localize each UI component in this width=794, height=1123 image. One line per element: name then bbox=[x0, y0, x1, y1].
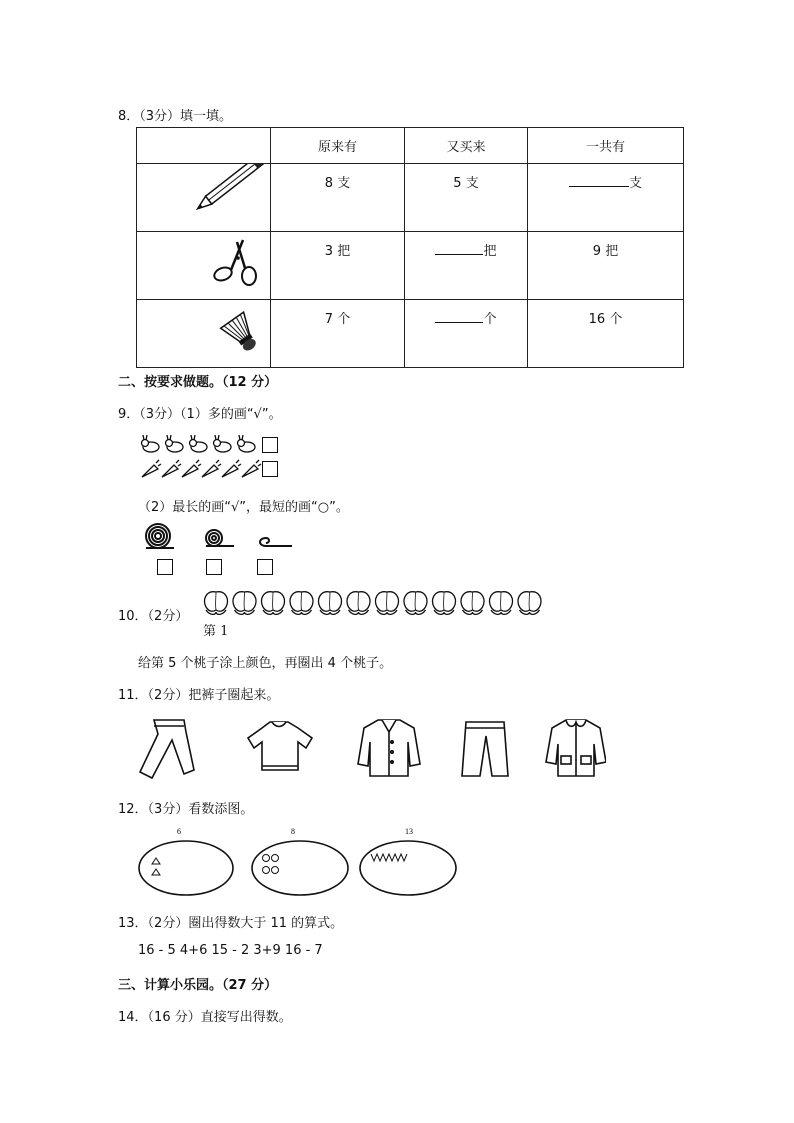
row1-original: 8 支 bbox=[271, 164, 405, 232]
oval-2 bbox=[252, 841, 348, 895]
peach-icon bbox=[318, 592, 341, 615]
shuttlecock-icon bbox=[137, 300, 271, 368]
peach-icon bbox=[347, 592, 370, 615]
peach-icon bbox=[375, 592, 398, 615]
peach-icon bbox=[290, 592, 313, 615]
pants-icon-1 bbox=[140, 720, 194, 778]
rope-coil-medium bbox=[198, 526, 238, 554]
row1-bought: 5 支 bbox=[405, 164, 528, 232]
table-header-total: 一共有 bbox=[528, 128, 684, 164]
peach-icon bbox=[461, 592, 484, 615]
peach-icon bbox=[261, 592, 284, 615]
q10-first-label: 第 1 bbox=[203, 624, 229, 639]
oval-number-1: 6 bbox=[177, 827, 181, 836]
peach-icon bbox=[518, 592, 541, 615]
scissors-icon bbox=[137, 232, 271, 300]
answer-blank[interactable] bbox=[435, 242, 483, 255]
q13-title: 13．（2分）圈出得数大于 11 的算式。 bbox=[118, 916, 344, 931]
q9-title: 9．（3分）（1）多的画“√”。 bbox=[118, 407, 282, 422]
q10-label: 10．（2分） bbox=[118, 609, 189, 624]
row3-original: 7 个 bbox=[271, 300, 405, 368]
pencil-icon bbox=[137, 164, 271, 232]
rope-coil-large bbox=[140, 522, 180, 554]
q11-title: 11．（2分）把裤子圈起来。 bbox=[118, 688, 280, 703]
q14-title: 14．（16 分）直接写出得数。 bbox=[118, 1010, 292, 1025]
peach-icon bbox=[489, 592, 512, 615]
peach-icon bbox=[432, 592, 455, 615]
row3-total: 16 个 bbox=[528, 300, 684, 368]
table-header-original: 原来有 bbox=[271, 128, 405, 164]
answer-blank[interactable] bbox=[569, 174, 629, 187]
answer-box-rope-3[interactable] bbox=[257, 559, 273, 575]
row3-bought[interactable]: 个 bbox=[405, 300, 528, 368]
answer-blank[interactable] bbox=[435, 310, 483, 323]
oval-number-2: 8 bbox=[291, 827, 295, 836]
row2-original: 3 把 bbox=[271, 232, 405, 300]
oval-group bbox=[136, 824, 466, 898]
peach-icon bbox=[204, 592, 227, 615]
peach-icon bbox=[233, 592, 256, 615]
row2-total: 9 把 bbox=[528, 232, 684, 300]
answer-box-carrots[interactable] bbox=[262, 461, 278, 477]
q10-instruction: 给第 5 个桃子涂上颜色，再圈出 4 个桃子。 bbox=[138, 656, 393, 671]
row1-total[interactable]: 支 bbox=[528, 164, 684, 232]
section-3-heading: 三、计算小乐园。（27 分） bbox=[118, 978, 278, 993]
pants-icon-2 bbox=[462, 722, 508, 776]
q9-sub2: （2）最长的画“√”，最短的画“○”。 bbox=[138, 500, 349, 515]
section-2-heading: 二、按要求做题。（12 分） bbox=[118, 375, 278, 390]
answer-box-rope-2[interactable] bbox=[206, 559, 222, 575]
q12-title: 12．（3分）看数添图。 bbox=[118, 802, 254, 817]
table-header-blank bbox=[137, 128, 271, 164]
oval-number-3: 13 bbox=[405, 827, 413, 836]
rabbits-row bbox=[140, 434, 262, 454]
row2-bought[interactable]: 把 bbox=[405, 232, 528, 300]
answer-box-rabbits[interactable] bbox=[262, 437, 278, 453]
oval-3 bbox=[360, 841, 456, 895]
rope-coil-small bbox=[256, 534, 296, 552]
peach-icon bbox=[404, 592, 427, 615]
answer-box-rope-1[interactable] bbox=[157, 559, 173, 575]
clothes-row bbox=[136, 714, 606, 782]
q8-table bbox=[136, 127, 684, 368]
table-header-bought: 又买来 bbox=[405, 128, 528, 164]
oval-1 bbox=[139, 841, 233, 895]
peaches-row[interactable] bbox=[202, 588, 548, 620]
q13-expressions[interactable]: 16 - 5 4+6 15 - 2 3+9 16 - 7 bbox=[138, 943, 323, 958]
q8-title: 8．（3分）填一填。 bbox=[118, 109, 233, 124]
carrots-row bbox=[140, 459, 262, 479]
